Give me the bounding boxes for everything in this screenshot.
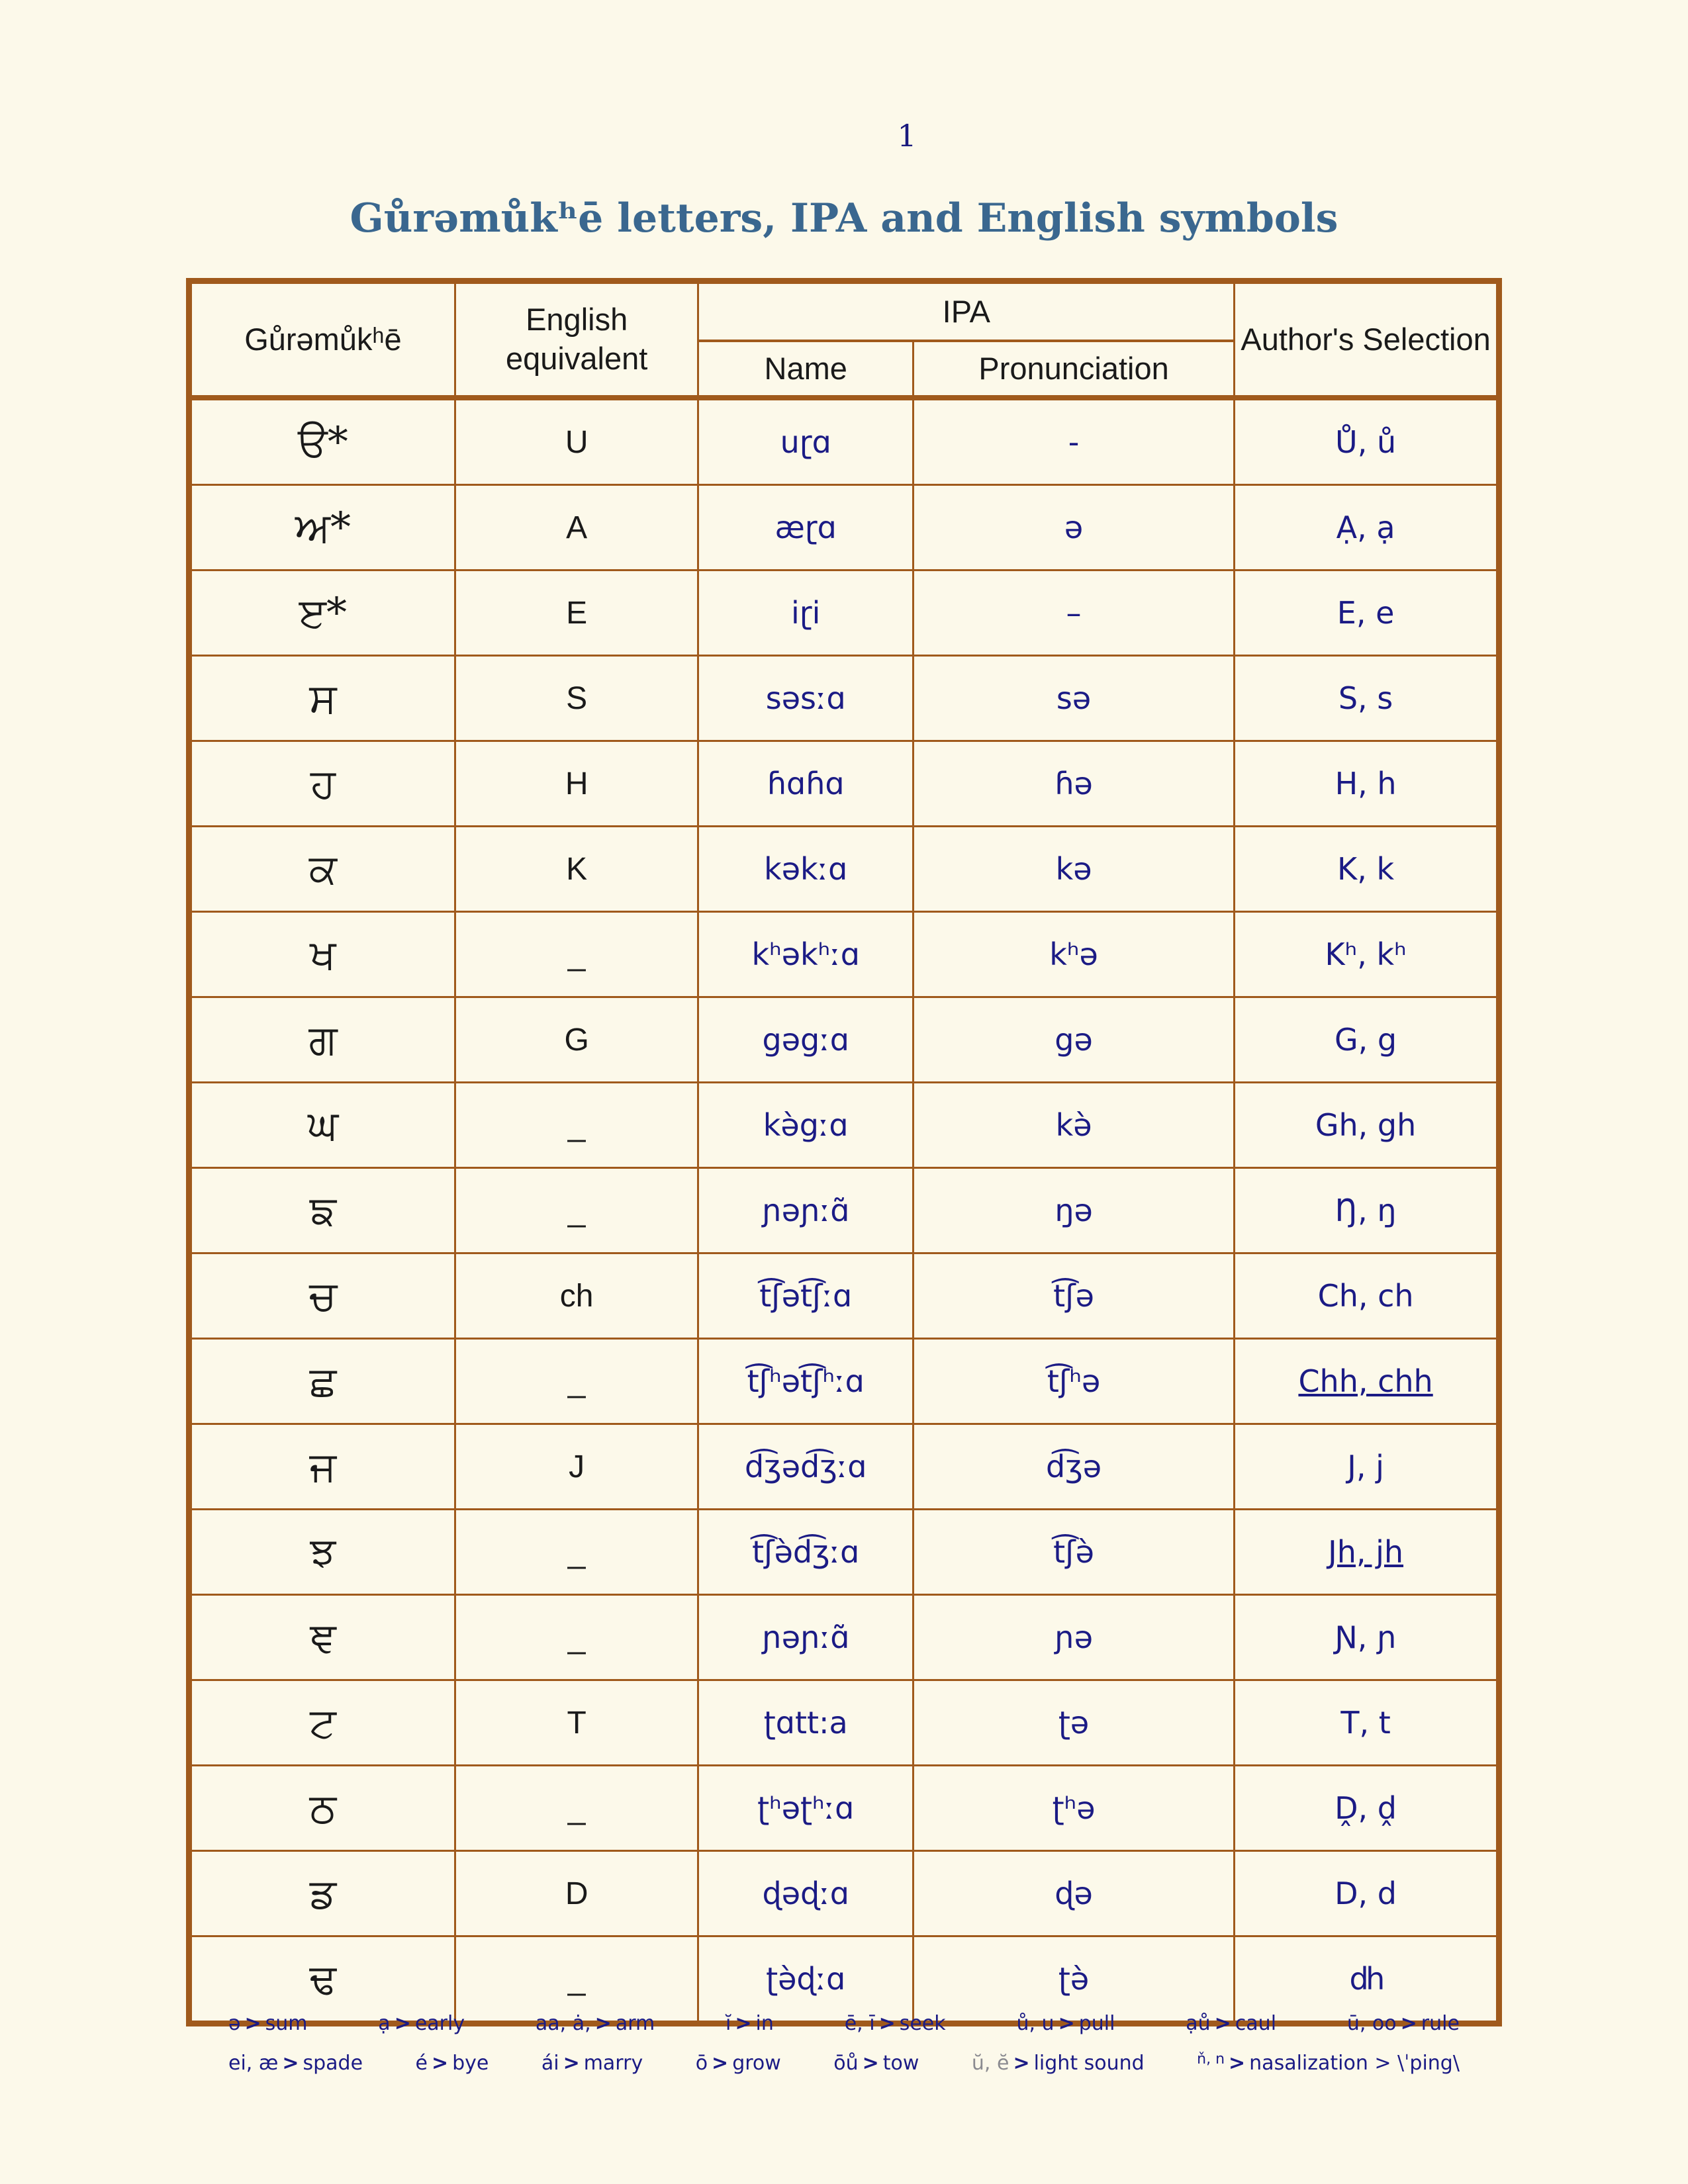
header-ipa: IPA: [698, 281, 1235, 341]
ipa-name-cell: uɽɑ: [698, 398, 913, 485]
example-word: rule: [1421, 2012, 1460, 2035]
gurmukhi-letter-cell: ਝ: [189, 1510, 455, 1595]
example-word: nasalization > \ˈping\: [1249, 2052, 1460, 2075]
english-equivalent-cell: G: [455, 997, 698, 1083]
maps-to-symbol: >: [1214, 2012, 1231, 2035]
key-symbol: ē, ī: [844, 2012, 875, 2035]
example-word: tow: [882, 2052, 919, 2075]
key-symbol: aa, ȧ,: [535, 2012, 591, 2035]
authors-selection-cell: G, g: [1235, 997, 1499, 1083]
ipa-pronunciation-cell: ɖə: [913, 1851, 1234, 1936]
pronunciation-key-item: [833, 2052, 919, 2075]
pronunciation-key-item: [1197, 2051, 1460, 2075]
english-equivalent-cell: K: [455, 827, 698, 912]
english-equivalent-cell: T: [455, 1680, 698, 1766]
example-word: spade: [303, 2052, 363, 2075]
example-word: early: [414, 2012, 465, 2035]
table-row: [189, 1510, 1499, 1595]
maps-to-symbol: >: [1058, 2012, 1075, 2035]
table-row: [189, 485, 1499, 570]
ipa-name-cell: t͡ʃʰət͡ʃʰːɑ: [698, 1339, 913, 1424]
authors-selection-cell: T, t: [1235, 1680, 1499, 1766]
gurmukhi-letter-cell: ਚ: [189, 1253, 455, 1339]
key-symbol: ōů: [833, 2052, 859, 2075]
ipa-name-cell: gəgːɑ: [698, 997, 913, 1083]
example-word: seek: [899, 2012, 946, 2035]
gurmukhi-letter-cell: ਛ: [189, 1339, 455, 1424]
english-equivalent-cell: U: [455, 398, 698, 485]
gurmukhi-letter-cell: ਟ: [189, 1680, 455, 1766]
table-row: [189, 912, 1499, 997]
gurmukhi-letter-cell: ਜ: [189, 1424, 455, 1510]
authors-selection-cell: Ḓ, ḓ: [1235, 1766, 1499, 1851]
ipa-name-cell: ʈə̀ɖːɑ: [698, 1936, 913, 2024]
pronunciation-key-item: [1016, 2012, 1115, 2035]
ipa-pronunciation-cell: t͡ʃə̀: [913, 1510, 1234, 1595]
example-word: grow: [732, 2052, 781, 2075]
maps-to-symbol: >: [282, 2052, 299, 2075]
maps-to-symbol: >: [735, 2012, 752, 2035]
table-row: [189, 741, 1499, 827]
authors-selection-cell: Kʰ, kʰ: [1235, 912, 1499, 997]
pronunciation-key-line-1: [228, 2012, 1460, 2035]
ipa-pronunciation-cell: –: [913, 570, 1234, 656]
authors-selection-cell: Ů, ů: [1235, 398, 1499, 485]
table-row: [189, 1680, 1499, 1766]
gurmukhi-letter-cell: ਢ: [189, 1936, 455, 2024]
english-equivalent-cell: D: [455, 1851, 698, 1936]
table-row: [189, 570, 1499, 656]
table-row: [189, 1168, 1499, 1253]
maps-to-symbol: >: [1400, 2012, 1417, 2035]
authors-selection-cell: D, d: [1235, 1851, 1499, 1936]
table-row: [189, 1253, 1499, 1339]
table-row: [189, 1339, 1499, 1424]
authors-selection-cell: H, h: [1235, 741, 1499, 827]
key-symbol: ạů: [1186, 2012, 1211, 2035]
example-word: in: [755, 2012, 774, 2035]
table-row: [189, 1766, 1499, 1851]
english-equivalent-cell: _: [455, 1339, 698, 1424]
header-ipa-name: Name: [698, 341, 913, 398]
pronunciation-key-line-2: [228, 2051, 1460, 2075]
gurmukhi-letter-cell: ਕ: [189, 827, 455, 912]
pronunciation-key-item: [696, 2052, 781, 2075]
pronunciation-key-item: [541, 2052, 643, 2075]
table-header: [189, 281, 1499, 398]
ipa-pronunciation-cell: ə: [913, 485, 1234, 570]
table-row: [189, 1936, 1499, 2024]
gurmukhi-letter-cell: ਡ: [189, 1851, 455, 1936]
authors-selection-cell: Ɲ, ɲ: [1235, 1595, 1499, 1680]
example-word: pull: [1078, 2012, 1115, 2035]
header-ipa-pronunciation: Pronunciation: [913, 341, 1234, 398]
ipa-pronunciation-cell: ʈʰə: [913, 1766, 1234, 1851]
ipa-name-cell: t͡ʃət͡ʃːɑ: [698, 1253, 913, 1339]
authors-selection-cell: dh: [1235, 1936, 1499, 2024]
english-equivalent-cell: _: [455, 1083, 698, 1168]
authors-selection-cell: Chh, chh: [1235, 1339, 1499, 1424]
ipa-pronunciation-cell: kə: [913, 827, 1234, 912]
gurmukhi-letter-cell: ੳ*: [189, 398, 455, 485]
key-symbol: ŭ, ĕ: [971, 2052, 1009, 2075]
english-equivalent-cell: _: [455, 1766, 698, 1851]
english-equivalent-cell: A: [455, 485, 698, 570]
key-symbol: ái: [541, 2052, 559, 2075]
pronunciation-key-item: [845, 2012, 946, 2035]
english-equivalent-cell: J: [455, 1424, 698, 1510]
pronunciation-key-item: [378, 2012, 465, 2035]
page-title: Gůrəmůkʰē letters, IPA and English symbols: [350, 195, 1338, 242]
ipa-name-cell: æɽɑ: [698, 485, 913, 570]
table-row: [189, 1595, 1499, 1680]
english-equivalent-cell: ch: [455, 1253, 698, 1339]
ipa-name-cell: kʰəkʰːɑ: [698, 912, 913, 997]
example-word: arm: [615, 2012, 655, 2035]
key-symbol: é: [415, 2052, 428, 2075]
maps-to-symbol: >: [1229, 2052, 1246, 2075]
header-authors-selection: Author's Selection: [1235, 281, 1499, 398]
ipa-pronunciation-cell: gə: [913, 997, 1234, 1083]
english-equivalent-cell: _: [455, 1510, 698, 1595]
authors-selection-cell: E, e: [1235, 570, 1499, 656]
ipa-pronunciation-cell: kʰə: [913, 912, 1234, 997]
example-word: bye: [452, 2052, 489, 2075]
ipa-name-cell: kə̀gːɑ: [698, 1083, 913, 1168]
authors-selection-cell: K, k: [1235, 827, 1499, 912]
maps-to-symbol: >: [1013, 2052, 1030, 2075]
authors-selection-cell: Gh, gh: [1235, 1083, 1499, 1168]
authors-selection-cell: Ŋ, ŋ: [1235, 1168, 1499, 1253]
table-row: [189, 656, 1499, 741]
authors-selection-cell: S, s: [1235, 656, 1499, 741]
ipa-pronunciation-cell: ɲə: [913, 1595, 1234, 1680]
pronunciation-key-item: [972, 2052, 1145, 2075]
ipa-name-cell: ɖəɖːɑ: [698, 1851, 913, 1936]
maps-to-symbol: >: [594, 2012, 612, 2035]
authors-selection-cell: Jh, jh: [1235, 1510, 1499, 1595]
gurmukhi-letter-cell: ੲ*: [189, 570, 455, 656]
gurmukhi-letter-cell: ਸ: [189, 656, 455, 741]
pronunciation-key: [228, 2012, 1460, 2091]
gurmukhi-letter-cell: ਗ: [189, 997, 455, 1083]
key-symbol: ə: [228, 2012, 241, 2035]
table-row: [189, 997, 1499, 1083]
table-row: [189, 1851, 1499, 1936]
maps-to-symbol: >: [862, 2052, 879, 2075]
pronunciation-key-item: [228, 2012, 307, 2035]
authors-selection-cell: Ch, ch: [1235, 1253, 1499, 1339]
ipa-name-cell: ɲəɲːɑ̃: [698, 1168, 913, 1253]
ipa-name-cell: t͡ʃə̀d͡ʒːɑ: [698, 1510, 913, 1595]
ipa-pronunciation-cell: d͡ʒə: [913, 1424, 1234, 1510]
maps-to-symbol: >: [712, 2052, 729, 2075]
ipa-name-cell: ɲəɲːɑ̃: [698, 1595, 913, 1680]
authors-selection-cell: Ạ, ạ: [1235, 485, 1499, 570]
ipa-pronunciation-cell: kə̀: [913, 1083, 1234, 1168]
ipa-pronunciation-cell: ŋə: [913, 1168, 1234, 1253]
gurmukhi-letter-cell: ਅ*: [189, 485, 455, 570]
ipa-name-cell: kəkːɑ: [698, 827, 913, 912]
pronunciation-key-item: [536, 2012, 655, 2035]
gurmukhi-letter-cell: ਖ: [189, 912, 455, 997]
maps-to-symbol: >: [431, 2052, 449, 2075]
key-symbol: ĭ: [726, 2012, 731, 2035]
key-symbol: ň, n: [1197, 2051, 1225, 2068]
example-word: light sound: [1033, 2052, 1145, 2075]
ipa-pronunciation-cell: -: [913, 398, 1234, 485]
ipa-name-cell: ʈʰəʈʰːɑ: [698, 1766, 913, 1851]
key-symbol: ạ: [378, 2012, 391, 2035]
ipa-pronunciation-cell: t͡ʃʰə: [913, 1339, 1234, 1424]
english-equivalent-cell: H: [455, 741, 698, 827]
ipa-pronunciation-cell: ʈə̀: [913, 1936, 1234, 2024]
english-equivalent-cell: _: [455, 1168, 698, 1253]
english-equivalent-cell: S: [455, 656, 698, 741]
pronunciation-key-item: [416, 2052, 489, 2075]
key-symbol: ō: [695, 2052, 708, 2075]
authors-selection-cell: J, j: [1235, 1424, 1499, 1510]
pronunciation-key-item: [726, 2012, 774, 2035]
letters-table: [186, 278, 1502, 2026]
key-symbol: ů, u: [1016, 2012, 1055, 2035]
key-symbol: ei, æ: [228, 2052, 279, 2075]
table-row: [189, 398, 1499, 485]
key-symbol: ū, oo: [1346, 2012, 1397, 2035]
gurmukhi-letter-cell: ਹ: [189, 741, 455, 827]
table-row: [189, 1424, 1499, 1510]
page-number: 1: [897, 118, 917, 154]
pronunciation-key-item: [1186, 2012, 1276, 2035]
ipa-pronunciation-cell: ʈə: [913, 1680, 1234, 1766]
gurmukhi-letter-cell: ਞ: [189, 1595, 455, 1680]
ipa-name-cell: ɦɑɦɑ: [698, 741, 913, 827]
english-equivalent-cell: _: [455, 1595, 698, 1680]
ipa-name-cell: ʈɑtt:a: [698, 1680, 913, 1766]
english-equivalent-cell: _: [455, 1936, 698, 2024]
maps-to-symbol: >: [563, 2052, 580, 2075]
header-english-equivalent: English equivalent: [455, 281, 698, 398]
ipa-pronunciation-cell: ɦə: [913, 741, 1234, 827]
gurmukhi-letter-cell: ਠ: [189, 1766, 455, 1851]
ipa-pronunciation-cell: t͡ʃə: [913, 1253, 1234, 1339]
ipa-name-cell: d͡ʒəd͡ʒːɑ: [698, 1424, 913, 1510]
maps-to-symbol: >: [878, 2012, 896, 2035]
letters-table-body: [189, 398, 1499, 2024]
example-word: sum: [265, 2012, 308, 2035]
gurmukhi-letter-cell: ਙ: [189, 1168, 455, 1253]
pronunciation-key-item: [228, 2052, 363, 2075]
ipa-name-cell: səsːɑ: [698, 656, 913, 741]
header-gurmukhi: Gůrəmůkʰē: [189, 281, 455, 398]
gurmukhi-letter-cell: ਘ: [189, 1083, 455, 1168]
english-equivalent-cell: E: [455, 570, 698, 656]
maps-to-symbol: >: [244, 2012, 261, 2035]
example-word: caul: [1235, 2012, 1277, 2035]
ipa-pronunciation-cell: sə: [913, 656, 1234, 741]
maps-to-symbol: >: [394, 2012, 411, 2035]
english-equivalent-cell: _: [455, 912, 698, 997]
table-row: [189, 827, 1499, 912]
table-row: [189, 1083, 1499, 1168]
example-word: marry: [583, 2052, 643, 2075]
ipa-name-cell: iɽi: [698, 570, 913, 656]
pronunciation-key-item: [1347, 2012, 1460, 2035]
